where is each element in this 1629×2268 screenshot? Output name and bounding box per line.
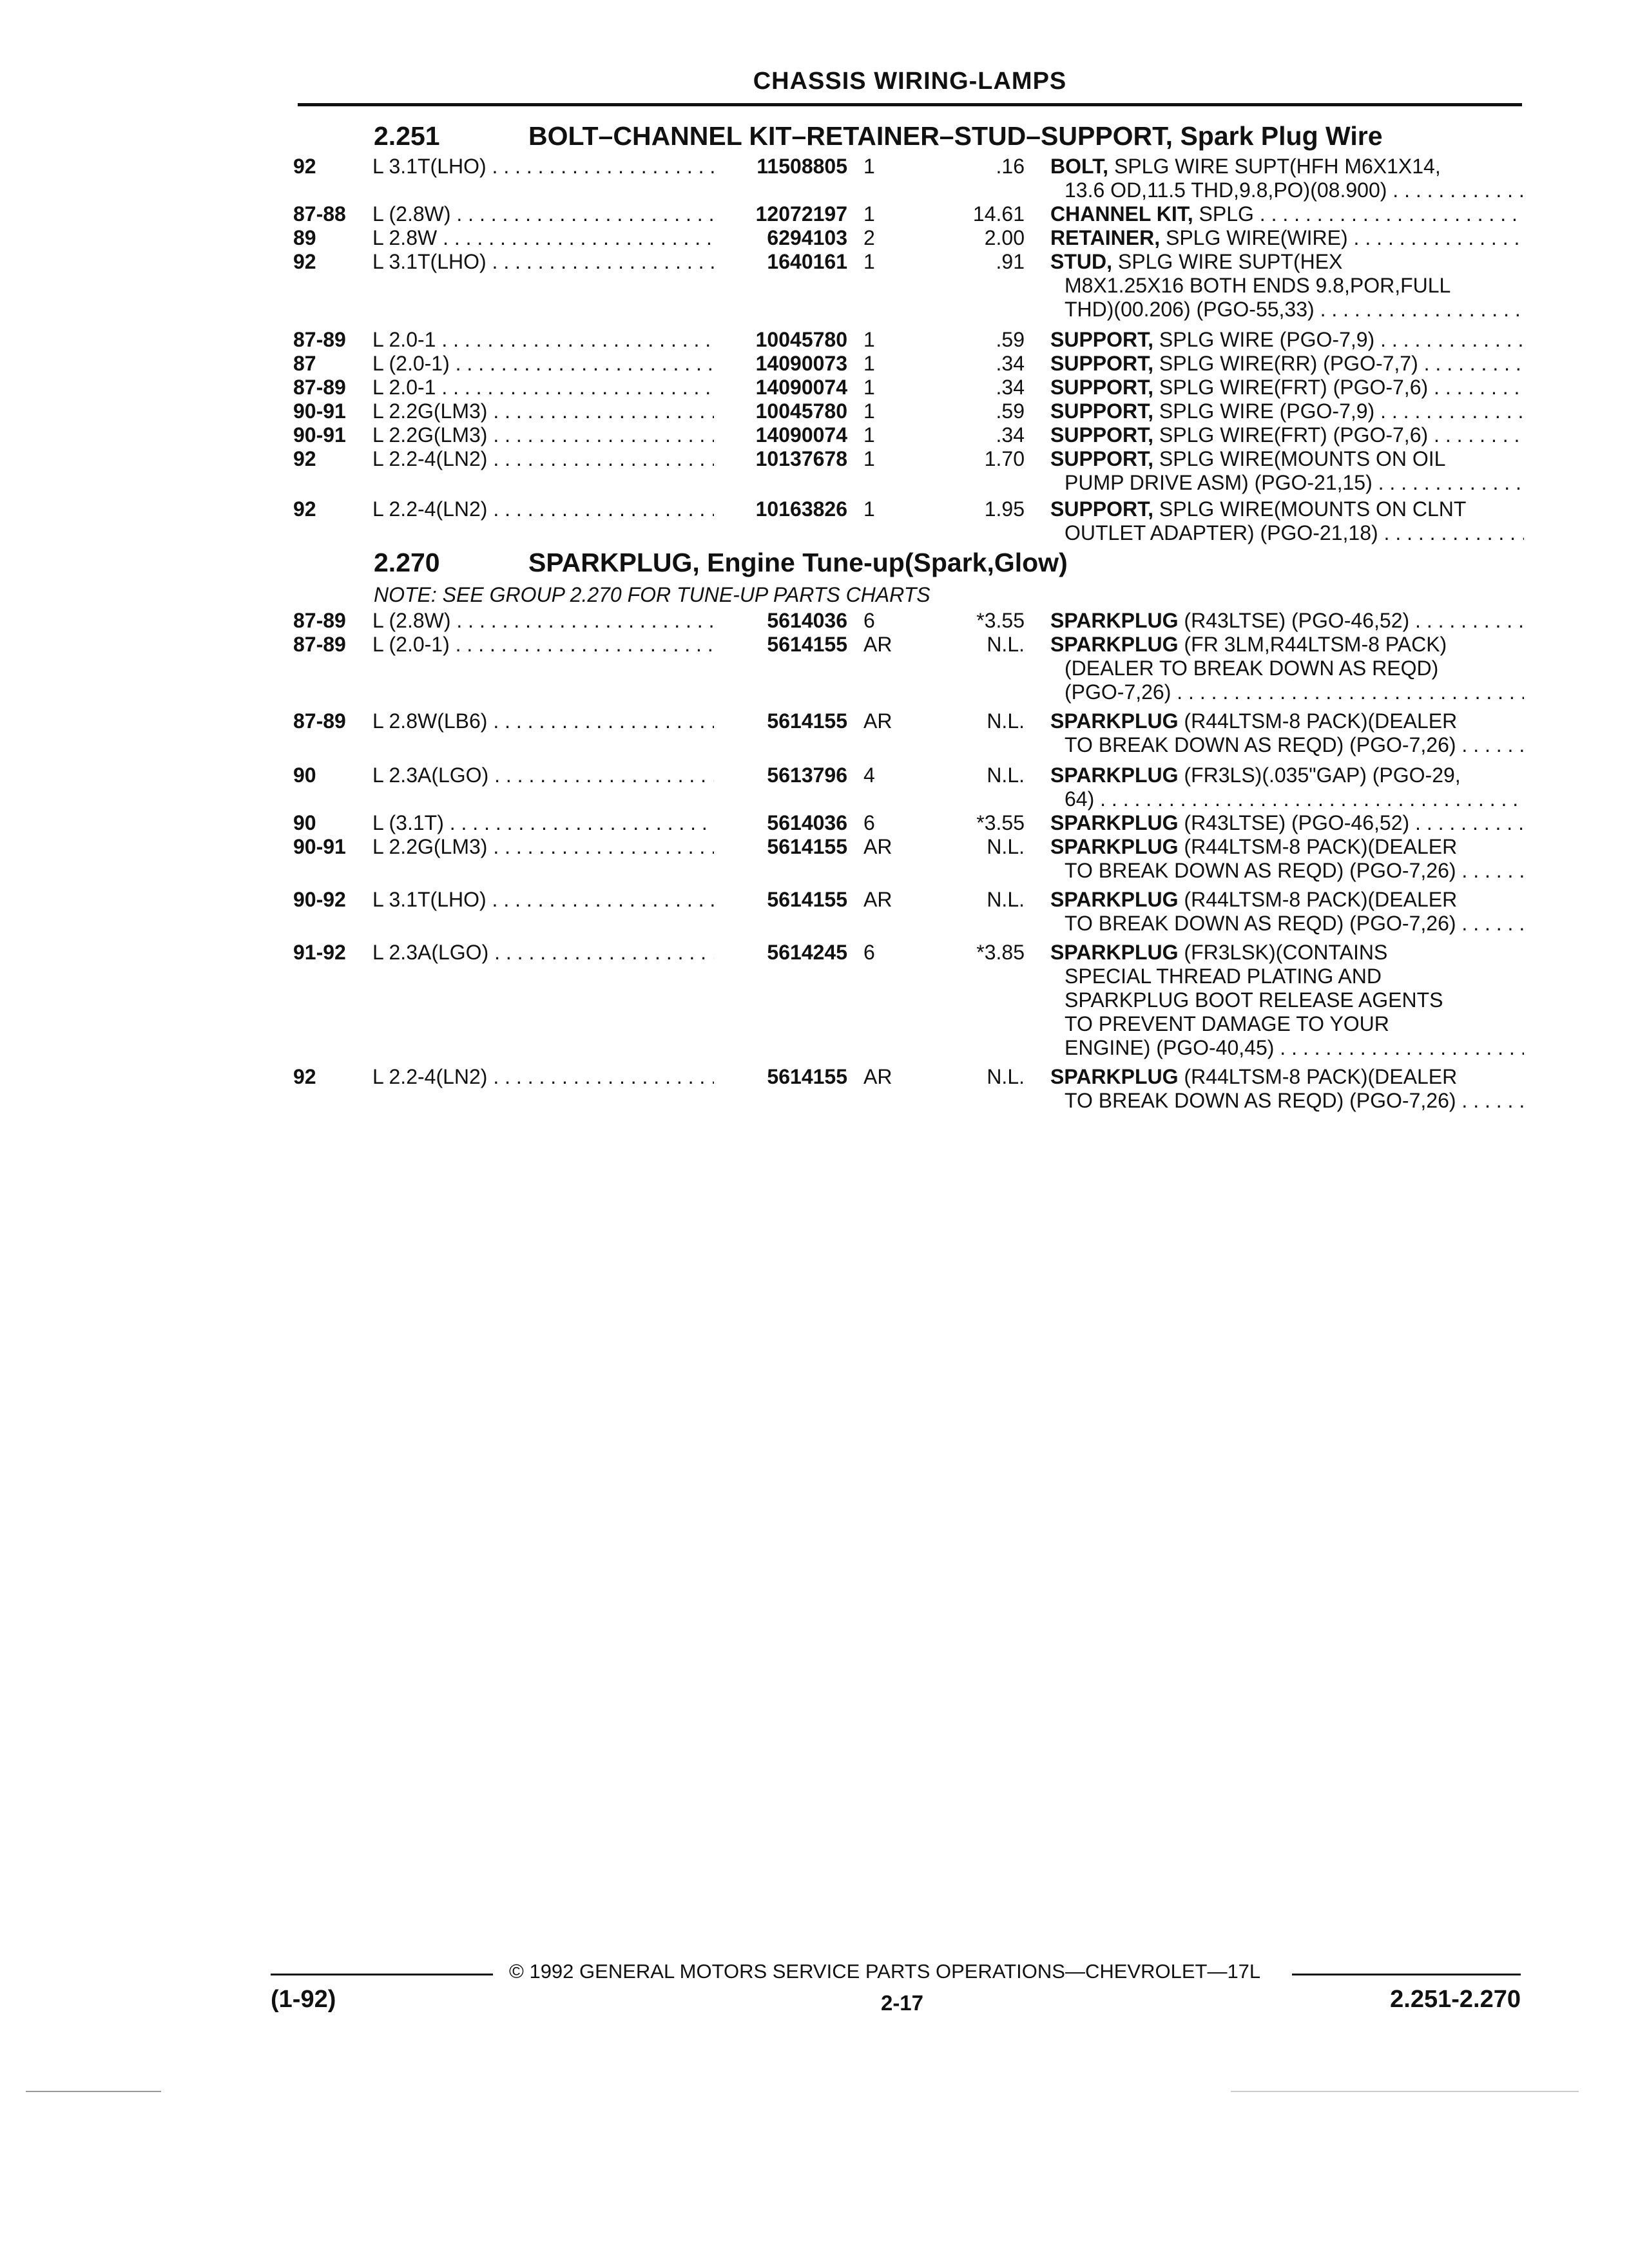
part-name: SPARKPLUG xyxy=(1050,709,1179,733)
description-text: (PGO-7,26) xyxy=(1065,680,1171,704)
quantity: 6 xyxy=(863,811,875,834)
description-text: (FR3LS)(.035"GAP) (PGO-29, xyxy=(1178,764,1461,787)
part-description xyxy=(1050,764,1524,811)
section-heading: BOLT–CHANNEL KIT–RETAINER–STUD–SUPPORT, Spark Plug Wire xyxy=(528,121,1383,151)
engine-model: L (2.8W) . . . xyxy=(372,202,714,226)
price: .34 xyxy=(996,352,1025,375)
description-text: TO BREAK DOWN AS REQD) (PGO-7,26) xyxy=(1065,1089,1456,1112)
engine-model: L 2.0-1 . . . xyxy=(372,376,714,399)
model-years: 90-91 xyxy=(293,399,346,423)
section-note: NOTE: SEE GROUP 2.270 FOR TUNE-UP PARTS CHARTS xyxy=(374,583,930,606)
part-number: 5613796 xyxy=(767,764,847,787)
price: .34 xyxy=(996,376,1025,399)
part-number: 6294103 xyxy=(767,226,847,249)
engine-model: L 2.2G(LM3) . . . xyxy=(372,423,714,447)
engine-model: L 2.2G(LM3) . . . xyxy=(372,399,714,423)
model-years: 87-89 xyxy=(293,328,346,351)
price: 14.61 xyxy=(972,202,1025,226)
engine-model: L 2.3A(LGO) . . . xyxy=(372,764,714,787)
description-text: (DEALER TO BREAK DOWN AS REQD) xyxy=(1065,657,1439,680)
description-line xyxy=(1050,1036,1524,1060)
description-text: SPLG WIRE SUPT(HFH M6X1X14, xyxy=(1108,155,1441,178)
description-text: TO PREVENT DAMAGE TO YOUR xyxy=(1065,1012,1389,1035)
quantity: 6 xyxy=(863,609,875,632)
model-years: 87-88 xyxy=(293,202,346,226)
engine-model: L 2.8W . . . xyxy=(372,226,714,250)
part-number: 5614155 xyxy=(767,633,847,656)
description-line xyxy=(1050,178,1524,202)
model-years: 90-91 xyxy=(293,423,346,447)
quantity: AR xyxy=(863,709,892,733)
description-text: 64) xyxy=(1065,787,1095,811)
description-line xyxy=(1050,1065,1524,1089)
model-years: 90-91 xyxy=(293,835,346,858)
description-text: (R44LTSM-8 PACK)(DEALER xyxy=(1178,835,1458,858)
engine-model: L 2.8W(LB6) . . . xyxy=(372,709,714,733)
price: .16 xyxy=(996,155,1025,178)
description-text: SPLG WIRE SUPT(HEX xyxy=(1112,250,1343,273)
description-text: ENGINE) (PGO-40,45) xyxy=(1065,1036,1275,1059)
price: 1.70 xyxy=(984,447,1025,470)
part-number: 10045780 xyxy=(755,399,847,423)
engine-model: L 2.2-4(LN2) . . . xyxy=(372,1065,714,1089)
part-number: 5614245 xyxy=(767,941,847,964)
part-number: 5614155 xyxy=(767,709,847,733)
part-name: SPARKPLUG xyxy=(1050,609,1179,632)
engine-model: L 3.1T(LHO) . . . xyxy=(372,250,714,274)
price: N.L. xyxy=(987,888,1025,911)
quantity: 6 xyxy=(863,941,875,964)
description-line xyxy=(1050,1012,1524,1036)
description-line xyxy=(1050,423,1524,447)
part-number: 12072197 xyxy=(755,202,847,226)
part-description xyxy=(1050,202,1524,226)
description-line xyxy=(1050,497,1524,521)
description-line xyxy=(1050,521,1524,545)
description-text: (R44LTSM-8 PACK)(DEALER xyxy=(1178,709,1458,733)
quantity: AR xyxy=(863,835,892,858)
part-description xyxy=(1050,399,1524,423)
part-description xyxy=(1050,328,1524,352)
price: .59 xyxy=(996,328,1025,351)
part-description xyxy=(1050,633,1524,704)
description-text: SPLG WIRE (PGO-7,9) xyxy=(1153,399,1375,423)
price: .91 xyxy=(996,250,1025,273)
part-description xyxy=(1050,811,1524,835)
price: N.L. xyxy=(987,709,1025,733)
part-name: SUPPORT, xyxy=(1050,447,1154,470)
section-title xyxy=(374,121,1383,151)
engine-model: L (2.8W) . . . xyxy=(372,609,714,633)
description-text: SPECIAL THREAD PLATING AND xyxy=(1065,965,1382,988)
description-text: SPLG WIRE(RR) (PGO-7,7) xyxy=(1153,352,1418,375)
description-line xyxy=(1050,912,1524,936)
engine-model: L 2.2-4(LN2) . . . xyxy=(372,447,714,471)
description-text: (FR3LSK)(CONTAINS xyxy=(1178,941,1388,964)
part-description xyxy=(1050,609,1524,633)
engine-model: L 2.2G(LM3) . . . xyxy=(372,835,714,859)
footer-rule-left xyxy=(271,1974,493,1975)
part-number: 11508805 xyxy=(757,155,847,178)
quantity: 1 xyxy=(863,399,875,423)
description-text: SPLG WIRE(FRT) (PGO-7,6) xyxy=(1153,376,1429,399)
part-description xyxy=(1050,941,1524,1060)
section-heading: SPARKPLUG, Engine Tune-up(Spark,Glow) xyxy=(528,548,1068,577)
footer-group-range: 2.251-2.270 xyxy=(1390,1986,1521,2013)
engine-model: L 2.2-4(LN2) . . . xyxy=(372,497,714,521)
description-line xyxy=(1050,859,1524,883)
description-text: TO BREAK DOWN AS REQD) (PGO-7,26) xyxy=(1065,859,1456,882)
engine-model: L 2.3A(LGO) . . . xyxy=(372,941,714,965)
part-name: SUPPORT, xyxy=(1050,352,1154,375)
description-text: (R43LTSE) (PGO-46,52) xyxy=(1178,811,1410,834)
part-description xyxy=(1050,709,1524,757)
model-years: 90 xyxy=(293,811,316,834)
description-line xyxy=(1050,888,1524,912)
description-line xyxy=(1050,988,1524,1012)
description-text: SPLG xyxy=(1193,202,1254,226)
description-text: OUTLET ADAPTER) (PGO-21,18) xyxy=(1065,521,1378,544)
engine-model: L 2.0-1 . . . xyxy=(372,328,714,352)
quantity: AR xyxy=(863,1065,892,1088)
description-line xyxy=(1050,835,1524,859)
part-description xyxy=(1050,888,1524,936)
model-years: 87-89 xyxy=(293,609,346,632)
description-text: SPLG WIRE(WIRE) xyxy=(1160,226,1348,249)
description-line xyxy=(1050,352,1524,376)
description-text: (R44LTSM-8 PACK)(DEALER xyxy=(1178,888,1458,911)
part-name: SPARKPLUG xyxy=(1050,941,1179,964)
quantity: 1 xyxy=(863,423,875,447)
description-text: 13.6 OD,11.5 THD,9.8,PO)(08.900) xyxy=(1065,178,1387,202)
description-line xyxy=(1050,1089,1524,1113)
price: N.L. xyxy=(987,633,1025,656)
part-name: SPARKPLUG xyxy=(1050,764,1179,787)
price: .34 xyxy=(996,423,1025,447)
price: *3.85 xyxy=(976,941,1025,964)
model-years: 87-89 xyxy=(293,376,346,399)
quantity: 1 xyxy=(863,352,875,375)
quantity: 1 xyxy=(863,202,875,226)
model-years: 90 xyxy=(293,764,316,787)
quantity: AR xyxy=(863,633,892,656)
description-line xyxy=(1050,202,1524,226)
section-title xyxy=(374,548,1068,578)
description-line xyxy=(1050,633,1524,657)
model-years: 92 xyxy=(293,1065,316,1088)
part-number: 10137678 xyxy=(755,447,847,470)
description-line xyxy=(1050,298,1524,322)
description-line xyxy=(1050,250,1524,274)
quantity: 1 xyxy=(863,250,875,273)
part-name: SUPPORT, xyxy=(1050,497,1154,521)
model-years: 87 xyxy=(293,352,316,375)
description-line xyxy=(1050,226,1524,250)
description-line xyxy=(1050,609,1524,633)
part-name: SUPPORT, xyxy=(1050,399,1154,423)
part-name: BOLT, xyxy=(1050,155,1109,178)
price: *3.55 xyxy=(976,811,1025,834)
scan-artifact xyxy=(26,2091,161,2092)
quantity: 4 xyxy=(863,764,875,787)
part-name: SPARKPLUG xyxy=(1050,888,1179,911)
description-text: (R44LTSM-8 PACK)(DEALER xyxy=(1178,1065,1458,1088)
footer-page-number: 2-17 xyxy=(880,1991,924,2015)
model-years: 87-89 xyxy=(293,709,346,733)
description-text: SPLG WIRE(FRT) (PGO-7,6) xyxy=(1153,423,1429,447)
part-number: 5614155 xyxy=(767,888,847,911)
description-text: M8X1.25X16 BOTH ENDS 9.8,POR,FULL xyxy=(1065,274,1451,297)
model-years: 90-92 xyxy=(293,888,346,911)
part-number: 10045780 xyxy=(755,328,847,351)
scan-artifact xyxy=(1231,2091,1579,2092)
description-text: SPLG WIRE(MOUNTS ON CLNT xyxy=(1153,497,1467,521)
price: 1.95 xyxy=(984,497,1025,521)
description-line xyxy=(1050,399,1524,423)
footer-date: (1-92) xyxy=(271,1986,336,2013)
description-line xyxy=(1050,155,1524,178)
part-number: 5614155 xyxy=(767,1065,847,1088)
model-years: 92 xyxy=(293,497,316,521)
description-text: THD)(00.206) (PGO-55,33) xyxy=(1065,298,1315,321)
description-text: SPLG WIRE (PGO-7,9) xyxy=(1153,328,1375,351)
description-text: (R43LTSE) (PGO-46,52) xyxy=(1178,609,1410,632)
quantity: 1 xyxy=(863,497,875,521)
part-name: SUPPORT, xyxy=(1050,376,1154,399)
part-description xyxy=(1050,352,1524,376)
price: N.L. xyxy=(987,764,1025,787)
engine-model: L (2.0-1) . . . xyxy=(372,633,714,657)
model-years: 91-92 xyxy=(293,941,346,964)
description-line xyxy=(1050,376,1524,399)
engine-model: L 3.1T(LHO) . . . xyxy=(372,888,714,912)
description-text: (FR 3LM,R44LTSM-8 PACK) xyxy=(1178,633,1447,656)
page-header-title: CHASSIS WIRING-LAMPS xyxy=(753,68,1067,95)
description-text: TO BREAK DOWN AS REQD) (PGO-7,26) xyxy=(1065,912,1456,935)
part-name: CHANNEL KIT, xyxy=(1050,202,1193,226)
copyright-notice: © 1992 GENERAL MOTORS SERVICE PARTS OPERATIONS—CHEVROLET—17L xyxy=(509,1960,1261,1983)
part-number: 5614036 xyxy=(767,609,847,632)
part-description xyxy=(1050,835,1524,883)
footer-rule-right xyxy=(1292,1974,1521,1975)
price: *3.55 xyxy=(976,609,1025,632)
description-line xyxy=(1050,447,1524,471)
model-years: 92 xyxy=(293,155,316,178)
price: N.L. xyxy=(987,835,1025,858)
model-years: 92 xyxy=(293,447,316,470)
quantity: 1 xyxy=(863,155,875,178)
model-years: 92 xyxy=(293,250,316,273)
part-name: RETAINER, xyxy=(1050,226,1161,249)
part-name: SUPPORT, xyxy=(1050,328,1154,351)
price: N.L. xyxy=(987,1065,1025,1088)
description-line xyxy=(1050,787,1524,811)
part-number: 1640161 xyxy=(767,250,847,273)
description-line xyxy=(1050,811,1524,835)
price: 2.00 xyxy=(984,226,1025,249)
description-line xyxy=(1050,733,1524,757)
description-line xyxy=(1050,965,1524,988)
part-number: 5614036 xyxy=(767,811,847,834)
part-number: 10163826 xyxy=(755,497,847,521)
description-text: SPLG WIRE(MOUNTS ON OIL xyxy=(1153,447,1446,470)
part-number: 14090073 xyxy=(755,352,847,375)
part-name: SPARKPLUG xyxy=(1050,1065,1179,1088)
section-number: 2.270 xyxy=(374,548,440,577)
price: .59 xyxy=(996,399,1025,423)
description-line xyxy=(1050,657,1524,680)
part-name: SUPPORT, xyxy=(1050,423,1154,447)
header-rule xyxy=(298,103,1522,106)
engine-model: L 3.1T(LHO) . . . xyxy=(372,155,714,178)
part-name: SPARKPLUG xyxy=(1050,835,1179,858)
part-description xyxy=(1050,1065,1524,1113)
model-years: 89 xyxy=(293,226,316,249)
description-line xyxy=(1050,941,1524,965)
part-description xyxy=(1050,250,1524,322)
description-text: PUMP DRIVE ASM) (PGO-21,15) xyxy=(1065,471,1373,494)
engine-model: L (2.0-1) . . . xyxy=(372,352,714,376)
section-number: 2.251 xyxy=(374,121,440,151)
part-name: SPARKPLUG xyxy=(1050,811,1179,834)
description-text: SPARKPLUG BOOT RELEASE AGENTS xyxy=(1065,988,1443,1012)
part-description xyxy=(1050,155,1524,202)
part-description xyxy=(1050,497,1524,545)
quantity: 2 xyxy=(863,226,875,249)
part-description xyxy=(1050,226,1524,250)
part-description xyxy=(1050,376,1524,399)
quantity: 1 xyxy=(863,447,875,470)
description-line xyxy=(1050,471,1524,495)
part-number: 14090074 xyxy=(755,376,847,399)
quantity: 1 xyxy=(863,376,875,399)
description-line xyxy=(1050,709,1524,733)
part-description xyxy=(1050,423,1524,447)
part-name: SPARKPLUG xyxy=(1050,633,1179,656)
quantity: AR xyxy=(863,888,892,911)
description-line xyxy=(1050,764,1524,787)
part-number: 14090074 xyxy=(755,423,847,447)
description-text: TO BREAK DOWN AS REQD) (PGO-7,26) xyxy=(1065,733,1456,756)
description-line xyxy=(1050,274,1524,298)
quantity: 1 xyxy=(863,328,875,351)
part-name: STUD, xyxy=(1050,250,1112,273)
model-years: 87-89 xyxy=(293,633,346,656)
description-line xyxy=(1050,680,1524,704)
part-number: 5614155 xyxy=(767,835,847,858)
engine-model: L (3.1T) . . . xyxy=(372,811,714,835)
description-line xyxy=(1050,328,1524,352)
part-description xyxy=(1050,447,1524,495)
